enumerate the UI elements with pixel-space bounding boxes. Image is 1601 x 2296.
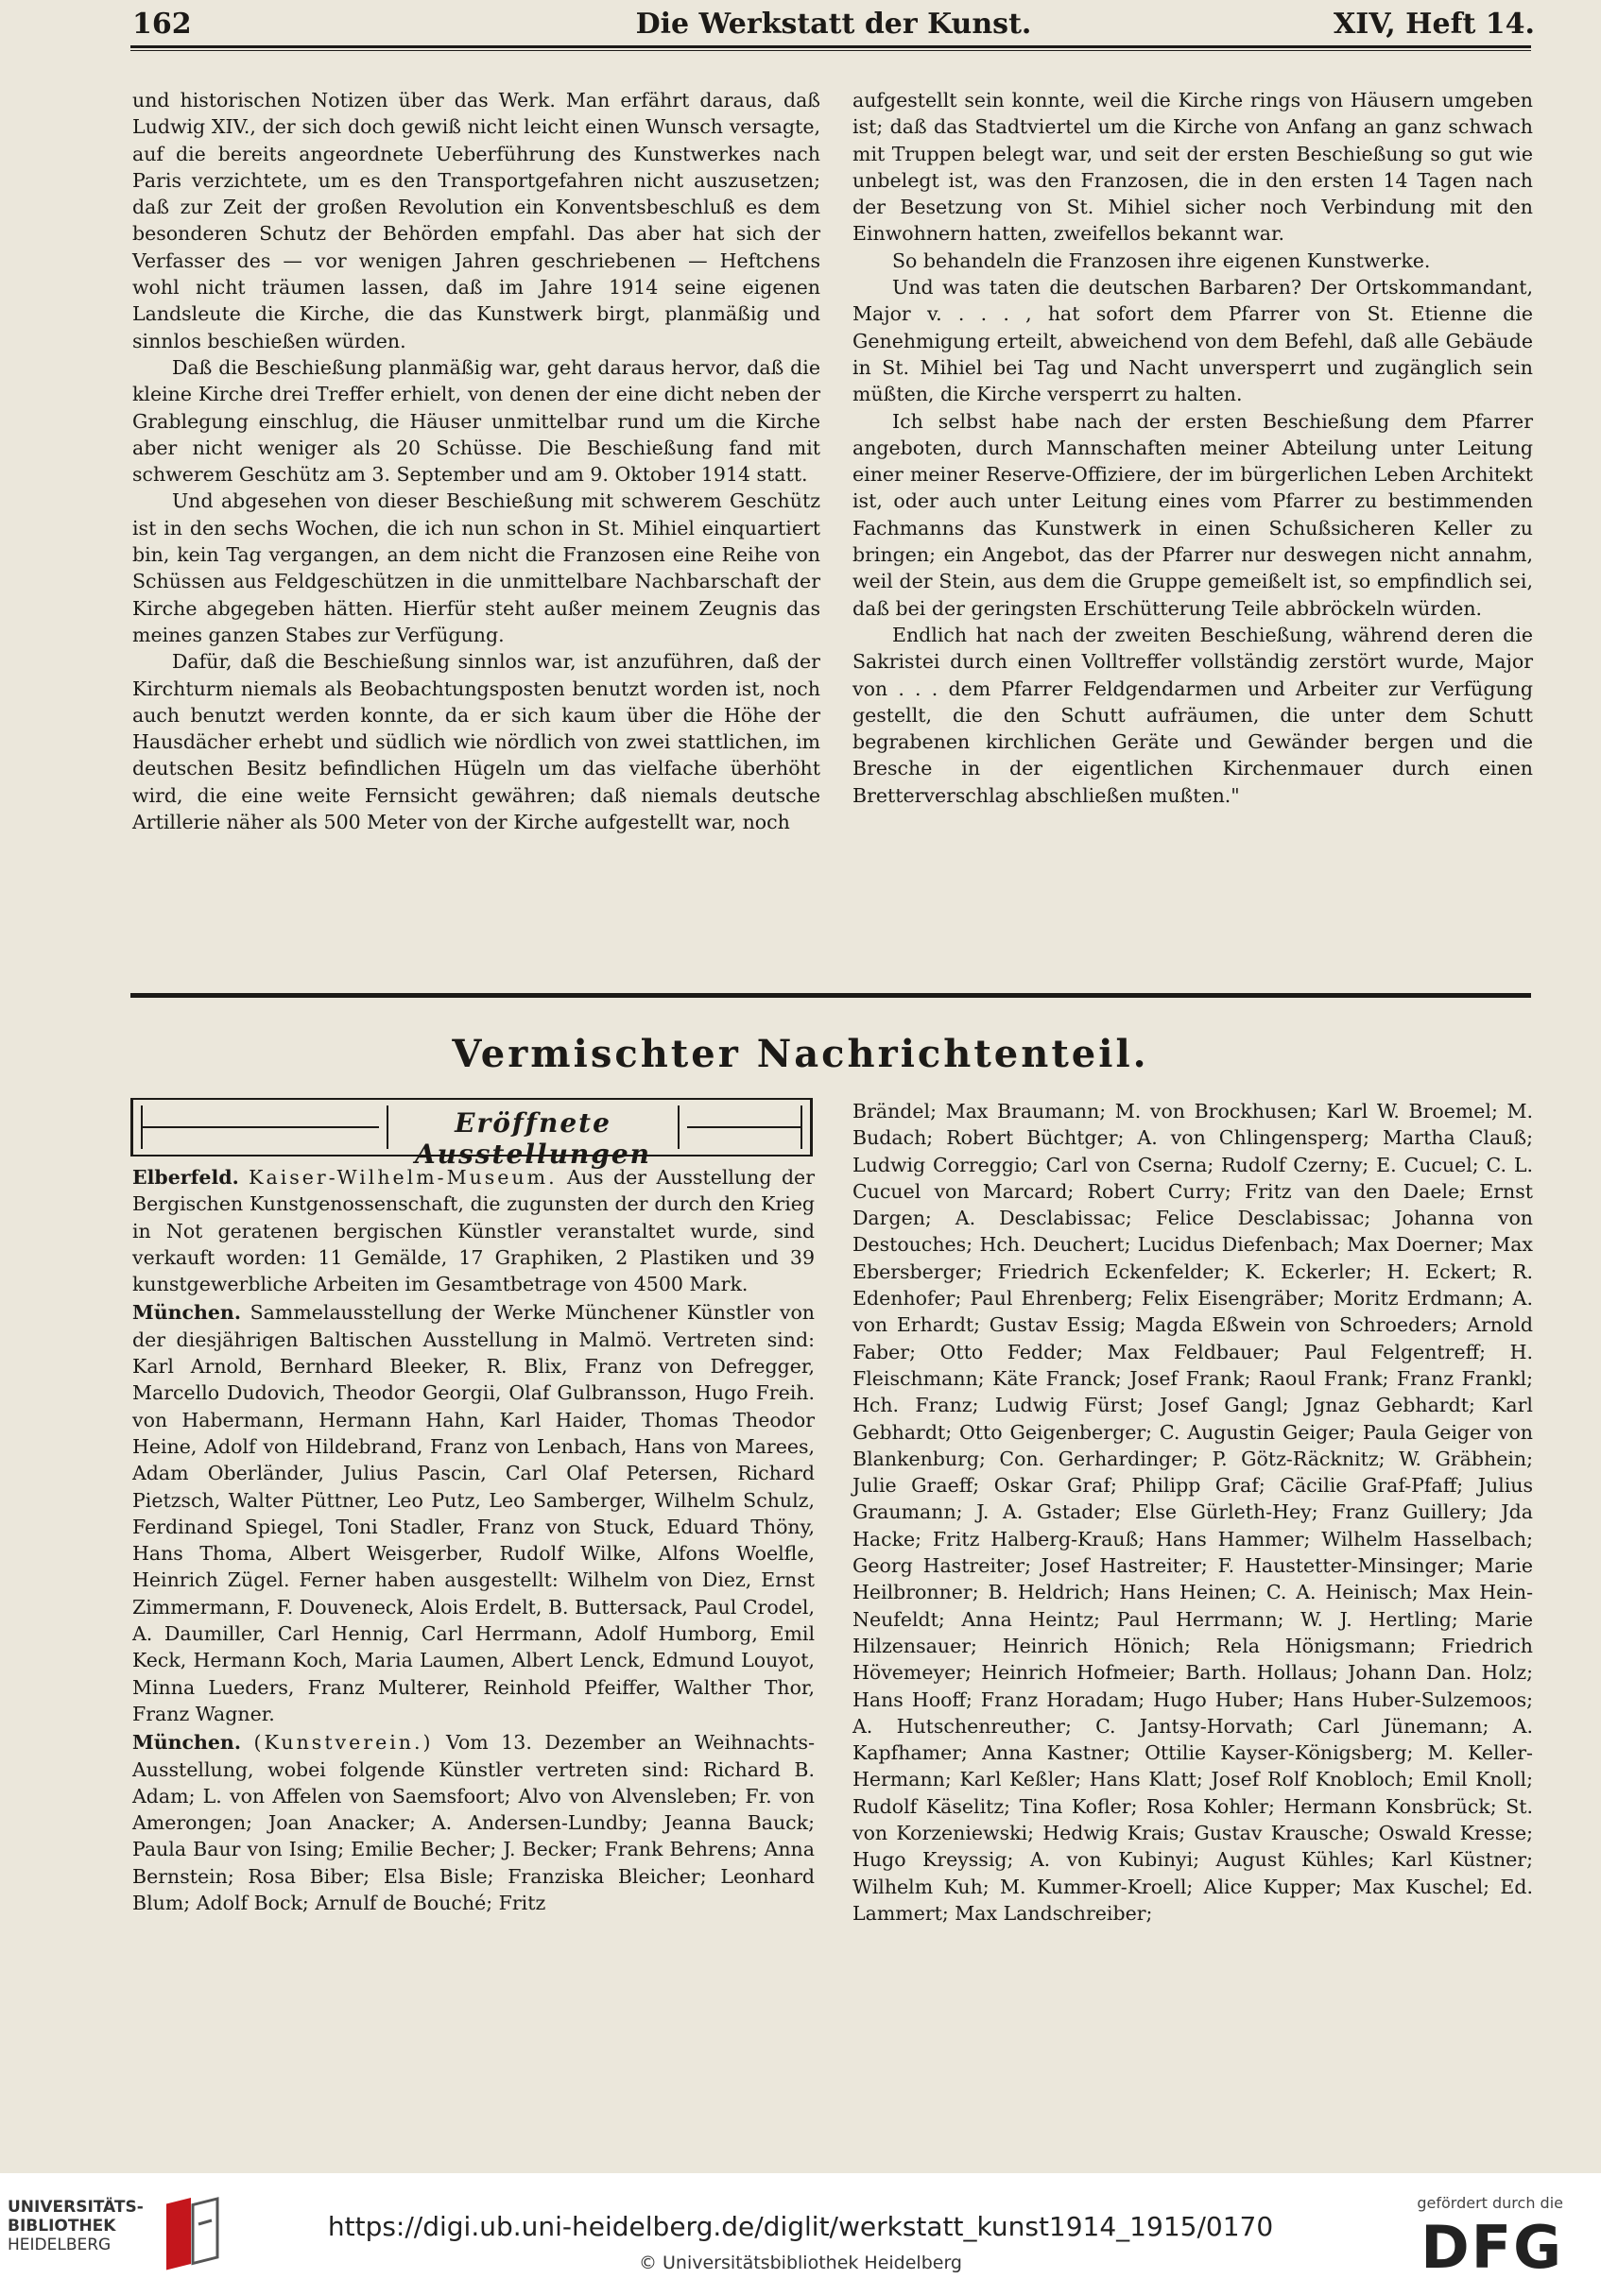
entry-text: Sammelausstellung der Werke Münchener Künstler von der diesjährigen Baltischen Ausstellung in Malmö. Vertreten sind: Karl Arnold, Bernhard Bleeker, R. Blix, Franz von Defregger, Marcello Dudovich, Theodor Georgii, Olaf Gulbransson, Hugo Freih. von Habermann, Hermann Hahn, Karl Haider, Thomas Theodor Heine, Adolf von Hildebrand, Franz von Lenbach, Hans von Marees, Adam Oberländer, Julius Pascin, Carl Olaf Petersen, Richard Pietzsch, Walter Püttner, Leo Putz, Leo Samberger, Wilhelm Schulz, Ferdinand Spiegel, Toni Stadler, Franz von Stuck, Eduard Thöny, Hans Thoma, Albert Weisgerber, Rudolf Wilke, Alfons Woelfle, Heinrich Zügel. Ferner haben ausgestellt: Wilhelm von Diez, Ernst Zimmermann, F. Douveneck, Alois Erdelt, B. Buttersack, Paul Crodel, A. Daumiller, Carl Hennig, Carl Herrmann, Adolf Humborg, Emil Keck, Hermann Koch, Maria Laumen, Albert Lenck, Edmund Louyot, Minna Lueders, Franz Multerer, Reinhold Pfeiffer, Walther Thor, Franz Wagner. (132, 1301, 815, 1725)
paragraph: und historischen Notizen über das Werk. Man erfährt daraus, daß Ludwig XIV., der sich doch gewiß nicht leicht einen Wunsch versagte, auf die bereits angeordnete Ueberführung des Kunstwerkes nach Paris verzichtete, um es den Transportgefahren nicht auszusetzen; daß zur Zeit der großen Revolution ein Konventsbeschluß es dem besonderen Schutz der Behörden empfahl. Das aber hat sich der Verfasser des — vor wenigen Jahren geschriebenen — Heftchens wohl nicht träumen lassen, daß im Jahre 1914 seine eigenen Landsleute die Kirche, die das Kunstwerk birgt, planmäßig und sinnlos beschießen würden. (132, 89, 820, 352)
dfg-logo[interactable]: DFG (1420, 2213, 1563, 2282)
logo-line: HEIDELBERG (8, 2236, 112, 2254)
header-rule (130, 45, 1531, 48)
entry-text: Vom 13. Dezember an Weihnachts-Ausstellung, wobei folgende Künstler vertreten sind: Richard B. Adam; L. von Affelen von Saemsfoort; Alvo von Alvensleben; Fr. von Amerongen; Joan Anacker; A. Andersen-Lundby; Jeanna Bauck; Paula Baur von Ising; Emilie Becher; J. Becker; Frank Behrens; Anna Bernstein; Rosa Biber; Elsa Bisle; Franziska Bleicher; Leonhard Blum; Adolf Bock; Arnulf de Bouché; Fritz (132, 1731, 815, 1915)
artist-list: Brändel; Max Braumann; M. von Brockhusen; Karl W. Broemel; M. Budach; Robert Büchtger; A. von Chlingensperg; Martha Clauß; Ludwig Correggio; Carl von Cserna; Rudolf Czerny; E. Cucuel; C. L. Cucuel von Marcard; Robert Curry; Fritz van den Daele; Ernst Dargen; A. Desclabissac; Felice Desclabissac; Johanna von Destouches; Hch. Deuchert; Lucidus Diefenbach; Max Doerner; Max Ebersberger; Friedrich Eckenfelder; K. Eckerler; H. Eckert; R. Edenhofer; Paul Ehrenberg; Felix Eisengräber; Moritz Erdmann; A. von Erhardt; Gustav Essig; Magda Eßwein von Schroeders; Arnold Faber; Otto Fedder; Max Feldbauer; Paul Felgentreff; H. Fleischmann; Käte Franck; Josef Frank; Raoul Frank; Franz Frankl; Hch. Franz; Ludwig Fürst; Josef Gangl; Jgnaz Gebhardt; Karl Gebhardt; Otto Geigenberger; C. Augustin Geiger; Paula Geiger von Blankenburg; Con. Gerhardinger; P. Götz-Räcknitz; W. Gräbhein; Julie Graeff; Oskar Graf; Philipp Graf; Cäcilie Graf-Pfaff; Julius Graumann; J. A. Gstader; Else Gürleth-Hey; Franz Guillery; Jda Hacke; Fritz Halberg-Krauß; Hans Hammer; Wilhelm Hasselbach; Georg Hastreiter; Josef Hastreiter; F. Haustetter-Minsinger; Marie Heilbronner; B. Heldrich; Hans Heinen; C. A. Heinisch; Max Hein-Neufeldt; Anna Heintz; Paul Herrmann; W. J. Hertling; Marie Hilzensauer; Heinrich Hönich; Rela Hönigsmann; Friedrich Hövemeyer; Heinrich Hofmeier; Barth. Hollaus; Johann Dan. Holz; Hans Hooff; Franz Horadam; Hugo Huber; Hans Huber-Sulzemoos; A. Hutschenreuther; C. Jantsy-Horvath; Carl Jünemann; A. Kapfhamer; Anna Kastner; Ottilie Kayser-Königsberg; M. Keller-Hermann; Karl Keßler; Hans Klatt; Josef Rolf Knobloch; Emil Knoll; Rudolf Käselitz; Tina Kofler; Rosa Kohler; Hermann Konsbrück; St. von Korzeniewski; Hedwig Krais; Gustav Krausche; Oswald Kresse; Hugo Kreyssig; A. von Kubinyi; August Kühles; Karl Küstner; Wilhelm Kuh; M. Kummer-Kroell; Alice Kupper; Max Kuschel; Ed. Lammert; Max Landschreiber; (852, 1100, 1533, 1925)
box-ornament (143, 1126, 379, 1128)
news-entry (132, 1299, 815, 1727)
section-divider (130, 993, 1531, 998)
paragraph: Und was taten die deutschen Barbaren? Der Ortskommandant, Major v. . . . , hat sofort dem Pfarrer von St. Etienne die Genehmigung erteilt, abweichend von dem Befehl, daß alle Gebäude in St. Mihiel bei Tag und Nacht unversperrt und zugänglich sein müßten, die Kirche versperrt zu halten. (852, 276, 1533, 406)
header-rule-thin (130, 50, 1531, 51)
paragraph: So behandeln die Franzosen ihre eigenen Kunstwerke. (892, 248, 1431, 272)
paragraph: aufgestellt sein konnte, weil die Kirche rings von Häusern umgeben ist; daß das Stadtviertel um die Kirche von Anfang an ganz schwach mit Truppen belegt war, und seit der ersten Beschießung so gut wie unbelegt ist, was den Franzosen, die in den ersten 14 Tagen nach der Besetzung von St. Mihiel sicher noch Verbindung mit den Einwohnern hatten, zweifellos bekannt war. (852, 89, 1533, 246)
section-title: Vermischter Nachrichtenteil. (452, 1032, 1149, 1076)
box-ornament (687, 1126, 800, 1128)
entry-place: Elberfeld. (132, 1166, 239, 1189)
entry-place: München. (132, 1731, 241, 1755)
news-entry (132, 1729, 815, 1916)
funding-note: gefördert durch die (1417, 2194, 1563, 2212)
viewer-footer (0, 2173, 1601, 2296)
rubric-box (130, 1098, 813, 1170)
entry-venue: (Kunstverein.) (253, 1731, 434, 1755)
entry-place: München. (132, 1301, 241, 1325)
entry-venue: Kaiser-Wilhelm-Museum. (249, 1166, 558, 1189)
running-header (132, 8, 1535, 43)
logo-line: UNIVERSITÄTS- (8, 2198, 144, 2217)
permalink-url[interactable]: https://digi.ub.uni-heidelberg.de/diglit/werkstatt_kunst1914_1915/0170 (327, 2211, 1274, 2242)
journal-title: Die Werkstatt der Kunst. (635, 8, 1032, 41)
box-ornament (678, 1105, 680, 1149)
page-number: 162 (132, 8, 192, 41)
paragraph: Dafür, daß die Beschießung sinnlos war, ist anzuführen, daß der Kirchturm niemals als Beobachtungsposten benutzt worden ist, noch auch benutzt werden konnte, da er sich kaum über die Höhe der Hausdächer erhebt und südlich wie nördlich von zwei stattlichen, im deutschen Besitz befindlichen Hügeln um das vielfache überhöht wird, die eine weite Fernsicht gewähren; daß niemals deutsche Artillerie näher als 500 Meter von der Kirche aufgestellt war, noch (132, 650, 820, 834)
news-entry (132, 1164, 815, 1297)
rubric-title: Eröffnete Ausstellungen (414, 1107, 652, 1170)
paragraph: Endlich hat nach der zweiten Beschießung, während deren die Sakristei durch einen Volltreffer vollständig zerstört wurde, Major von . . . dem Pfarrer Feldgendarmen und Arbeiter zur Verfügung gestellt, die den Schutt aufräumen, die unter dem Schutt begrabenen kirchlichen Geräte und Gewänder bergen und die Bresche in der eigentlichen Kirchenmauer durch einen Bretterverschlag abschließen mußten." (852, 623, 1533, 807)
article-column-left (132, 87, 820, 835)
paragraph: Ich selbst habe nach der ersten Beschießung dem Pfarrer angeboten, durch Mannschaften meiner Abteilung unter Leitung einer meiner Reserve-Offiziere, der im bürgerlichen Leben Architekt ist, oder auch unter Leitung eines vom Pfarrer zu bestimmenden Fachmanns das Kunstwerk in einen Schußsicheren Keller zu bringen; ein Angebot, das der Pfarrer nur deswegen nicht annahm, weil der Stein, aus dem die Gruppe gemeißelt ist, so empfindlich sei, daß bei der geringsten Erschütterung Teile abbröckeln würden. (852, 409, 1533, 620)
box-ornament (800, 1105, 802, 1149)
copyright-notice: © Universitätsbibliothek Heidelberg (638, 2253, 962, 2273)
entry-text: Aus der Ausstellung der Bergischen Kunstgenossenschaft, die zugunsten der durch den Krieg in Not geratenen bergischen Künstler veranstaltet wurde, sind verkauft worden: 11 Gemälde, 17 Graphiken, 2 Plastiken und 39 kunstgewerbliche Arbeiten im Gesamtbetrage von 4500 Mark. (132, 1166, 815, 1296)
article-column-right (852, 87, 1533, 809)
news-column-right (852, 1098, 1533, 1927)
logo-line: BIBLIOTHEK (8, 2217, 116, 2236)
issue-number: XIV, Heft 14. (1333, 8, 1535, 41)
paragraph: Und abgesehen von dieser Beschießung mit schwerem Geschütz ist in den sechs Wochen, die ich nun schon in St. Mihiel einquartiert bin, kein Tag vergangen, an dem nicht die Franzosen eine Reihe von Schüssen aus Feldgeschützen in die unmittelbare Nachbarschaft der Kirche abgegeben hätten. Hierfür steht außer meinem Zeugnis das meines ganzen Stabes zur Verfügung. (132, 489, 820, 646)
paragraph: Daß die Beschießung planmäßig war, geht daraus hervor, daß die kleine Kirche drei Treffer erhielt, von denen der eine dicht neben der Grablegung einschlug, die Häuser unmittelbar rund um die Kirche aber nicht weniger als 20 Schüsse. Die Beschießung fand mit schwerem Geschütz am 3. September und am 9. Oktober 1914 statt. (132, 355, 820, 487)
news-column-left (132, 1164, 815, 1918)
